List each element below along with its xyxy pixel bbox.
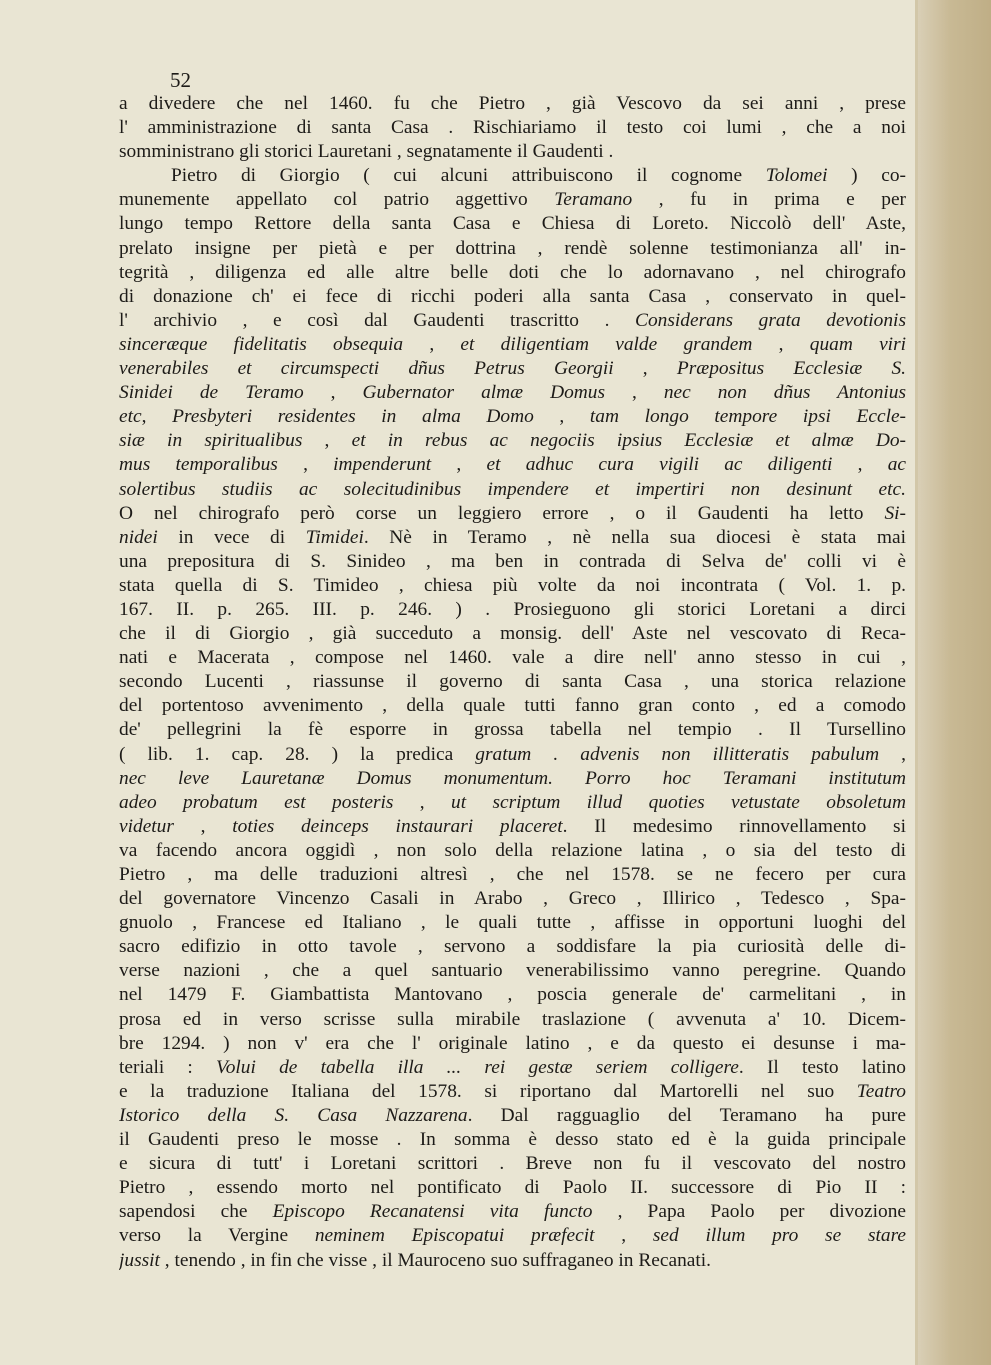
text-run: verse nazioni , che a quel santuario venerabilissimo vanno peregrine. Quando	[119, 960, 906, 982]
text-line	[119, 646, 906, 670]
italic-text: Volui de tabella illa ... rei gestæ seriem colligere	[216, 1056, 739, 1078]
text-run: stata quella di S. Timideo , chiesa più volte da noi incontrata ( Vol. 1. p.	[119, 574, 906, 596]
text-run: tegrità , diligenza ed alle altre belle doti che lo adornavano , nel chirografo	[119, 261, 906, 283]
text-run: gnuolo , Francese ed Italiano , le quali tutte , affisse in opportuni luoghi del	[119, 912, 906, 934]
text-line	[119, 92, 906, 116]
text-line	[119, 1152, 906, 1176]
text-run: Pietro , ma delle traduzioni altresì , che nel 1578. se ne fecero per cura	[119, 864, 906, 885]
text-run: va facendo ancora oggidì , non solo della relazione latina , o sia del testo di	[119, 839, 906, 861]
italic-text: gratum . advenis non illitteratis pabulum	[475, 743, 880, 765]
italic-text: sinceræque fidelitatis obsequia	[119, 333, 404, 355]
text-run: del governatore Vincenzo Casali in Arabo , Greco , Illirico , Tedesco , Spa-	[119, 888, 906, 910]
text-line	[119, 309, 906, 333]
italic-text: venerabiles et circumspecti dñus Petrus Georgii	[119, 358, 614, 380]
text-line	[119, 1008, 906, 1032]
text-line	[119, 1176, 906, 1200]
italic-text: Presbyteri residentes in alma Domo	[172, 406, 534, 428]
text-line	[119, 718, 906, 742]
text-line	[119, 815, 906, 839]
text-line	[119, 598, 906, 622]
text-run: e sicura di tutt' i Loretani scrittori . Breve non fu il vescovato del nostro	[119, 1153, 906, 1175]
italic-text: neminem Episcopatui præfecit	[314, 1225, 595, 1247]
italic-text: Teatro	[856, 1080, 906, 1102]
text-line	[119, 1080, 906, 1104]
text-run: Pietro , essendo morto nel pontificato di Paolo II. successore di Pio II :	[119, 1177, 906, 1199]
text-line	[119, 333, 906, 357]
text-run: ,	[613, 358, 677, 380]
text-line	[119, 983, 906, 1007]
text-line	[119, 453, 906, 477]
text-line	[119, 429, 906, 453]
binding-gutter	[918, 0, 991, 1365]
text-line	[119, 911, 906, 935]
text-line	[119, 959, 906, 983]
text-run: sacro edifizio in otto tavole , servono a soddisfare la pia curiosità delle di-	[119, 936, 906, 958]
text-line	[119, 237, 906, 261]
text-run: nati e Macerata , compose nel 1460. vale a dire nell' anno stesso in cui ,	[119, 647, 906, 669]
text-run: . Il medesimo rinnovellamento si	[562, 815, 906, 837]
italic-text: mus temporalibus	[119, 454, 278, 476]
text-run: de' pellegrini la fè esporre in grossa tabella nel tempio . Il Tursellino	[119, 719, 906, 741]
text-line	[119, 767, 906, 791]
page-number: 52	[170, 68, 191, 92]
text-run: ( lib. 1. cap. 28. ) la predica	[119, 743, 476, 765]
text-line	[119, 526, 906, 550]
text-run: in vece di	[157, 526, 306, 548]
text-run: prelato insigne per pietà e per dottrina , rendè solenne testimonianza all' in-	[119, 237, 906, 259]
text-run: del portentoso avvenimento , della quale tutti fanno gran conto , ed a comodo	[119, 695, 906, 717]
text-line	[119, 502, 906, 526]
text-line	[119, 140, 906, 164]
italic-text: siæ in spiritualibus	[119, 430, 303, 452]
italic-text: videtur	[119, 815, 174, 837]
text-run: di donazione ch' ei fece di ricchi poderi alla santa Casa , conservato in quel-	[119, 285, 906, 307]
text-run: che il di Giorgio , già succeduto a monsig. dell' Aste nel vescovato di Reca-	[119, 623, 906, 645]
italic-text: nec leve Lauretanæ Domus monumentum. Porro hoc Teramani institutum	[119, 767, 906, 789]
italic-text: nec non dñus Antonius	[663, 382, 906, 404]
italic-text: Tolomei	[765, 165, 828, 187]
italic-text: impenderunt	[333, 454, 432, 476]
text-run: ,	[533, 406, 590, 428]
italic-text: Considerans grata devotionis	[635, 309, 906, 331]
text-line	[119, 622, 906, 646]
italic-text: solertibus studiis ac solecitudinibus impendere et impertiri non desinunt etc.	[119, 478, 906, 500]
italic-text: et in rebus ac negociis ipsius Ecclesiæ et almæ Do-	[351, 430, 906, 452]
text-line	[119, 574, 906, 598]
text-line	[119, 935, 906, 959]
italic-text: etc	[119, 406, 142, 428]
text-line	[119, 381, 906, 405]
text-line	[119, 863, 906, 887]
text-run: l' amministrazione di santa Casa . Rischiariamo il testo coi lumi , che a noi	[119, 117, 906, 139]
text-line	[119, 261, 906, 285]
text-run: ,	[277, 454, 334, 476]
italic-text: adeo probatum est posteris	[119, 791, 394, 813]
text-run: . Dal ragguaglio del Teramano ha pure	[467, 1104, 906, 1126]
text-run: O nel chirografo però corse un leggiero errore , o il Gaudenti ha letto	[119, 502, 885, 524]
text-run: ,	[302, 430, 352, 452]
text-run: lungo tempo Rettore della santa Casa e Chiesa di Loreto. Niccolò dell' Aste,	[119, 213, 906, 235]
text-run: teriali :	[119, 1056, 217, 1078]
text-line	[119, 791, 906, 815]
italic-text: nidei	[119, 526, 158, 548]
italic-text: Sinidei de Teramo	[119, 382, 304, 404]
italic-text: tam longo tempore ipsi Eccle-	[589, 406, 906, 428]
text-run: ,	[752, 333, 810, 355]
text-run: ) co-	[827, 165, 906, 187]
italic-text: Teramano	[554, 189, 633, 211]
italic-text: Istorico della S. Casa Nazzarena	[119, 1104, 468, 1126]
text-run: Pietro di Giorgio ( cui alcuni attribuiscono il cognome	[171, 165, 766, 187]
italic-text: Si-	[884, 502, 906, 524]
text-line	[119, 212, 906, 236]
text-run: verso la Vergine	[119, 1225, 315, 1247]
text-run: prosa ed in verso scrisse sulla mirabile traslazione ( avvenuta a' 10. Dicem-	[119, 1008, 906, 1030]
italic-text: et adhuc cura vigili ac diligenti	[486, 454, 833, 476]
text-body	[119, 92, 906, 1273]
text-run: , fu in prima e per	[632, 189, 906, 211]
text-line	[119, 1249, 906, 1273]
text-line	[119, 670, 906, 694]
italic-text: Præpositus Ecclesiæ S.	[676, 358, 906, 380]
text-run: il Gaudenti preso le mosse . In somma è desso stato ed è la guida principale	[119, 1129, 906, 1151]
text-run: . Il testo latino	[738, 1056, 906, 1078]
text-run: bre 1294. ) non v' era che l' originale latino , e da questo ei desunse i ma-	[119, 1032, 906, 1054]
italic-text: ac	[887, 454, 906, 476]
text-line	[119, 1032, 906, 1056]
text-line	[119, 839, 906, 863]
text-run: ,	[832, 454, 888, 476]
italic-text: ut scriptum illud quoties vetustate obsoletum	[451, 791, 906, 813]
text-line	[119, 887, 906, 911]
text-run: ,	[173, 815, 233, 837]
text-run: ,	[431, 454, 487, 476]
text-line	[119, 188, 906, 212]
text-run: , tenendo , in fin che visse , il Mauroceno suo suffraganeo in Recanati.	[159, 1249, 711, 1271]
text-line	[119, 357, 906, 381]
text-line	[119, 743, 906, 767]
text-run: secondo Lucenti , riassunse il governo di santa Casa , una storica relazione	[119, 671, 906, 693]
text-run: una prepositura di S. Sinideo , ma ben in contrada di Selva de' colli vi è	[119, 550, 906, 572]
italic-text: jussit	[119, 1249, 160, 1271]
text-run: ,	[141, 406, 173, 428]
text-run: 167. II. p. 265. III. p. 246. ) . Prosieguono gli storici Loretani a dirci	[119, 598, 906, 620]
text-line	[119, 1128, 906, 1152]
italic-text: Episcopo Recanatensi vita functo	[272, 1201, 593, 1223]
text-run: ,	[605, 382, 664, 404]
text-line	[119, 1200, 906, 1224]
text-run: l' archivio , e così dal Gaudenti trascritto .	[119, 309, 636, 331]
text-run: nel 1479 F. Giambattista Mantovano , poscia generale de' carmelitani , in	[119, 984, 906, 1006]
text-line	[119, 116, 906, 140]
italic-text: Gubernator almæ Domus	[362, 382, 606, 404]
text-line	[119, 694, 906, 718]
text-line	[119, 164, 906, 188]
text-run: , Papa Paolo per divozione	[592, 1201, 906, 1223]
italic-text: et diligentiam valde grandem	[460, 333, 753, 355]
text-line	[119, 1104, 906, 1128]
text-run: e la traduzione Italiana del 1578. si riportano dal Martorelli nel suo	[119, 1080, 857, 1102]
italic-text: quam viri	[809, 333, 906, 355]
italic-text: sed illum pro se stare	[652, 1225, 906, 1247]
text-run: somministrano gli storici Lauretani , segnatamente il Gaudenti .	[119, 141, 614, 163]
text-line	[119, 1056, 906, 1080]
text-run: ,	[403, 333, 461, 355]
text-run: munemente appellato col patrio aggettivo	[119, 189, 555, 211]
text-line	[119, 405, 906, 429]
text-run: . Nè in Teramo , nè nella sua diocesi è stata mai	[363, 526, 906, 548]
text-line	[119, 1224, 906, 1248]
text-run: ,	[303, 382, 363, 404]
text-line	[119, 285, 906, 309]
text-run: a divedere che nel 1460. fu che Pietro , già Vescovo da sei anni , prese	[119, 93, 906, 114]
italic-text: Timidei	[305, 526, 364, 548]
text-line	[119, 478, 906, 502]
italic-text: toties deinceps instaurari placeret	[232, 815, 563, 837]
text-line	[119, 550, 906, 574]
text-run: sapendosi che	[119, 1201, 273, 1223]
text-run: ,	[393, 791, 452, 813]
text-run: ,	[594, 1225, 653, 1247]
text-run: ,	[879, 743, 906, 765]
